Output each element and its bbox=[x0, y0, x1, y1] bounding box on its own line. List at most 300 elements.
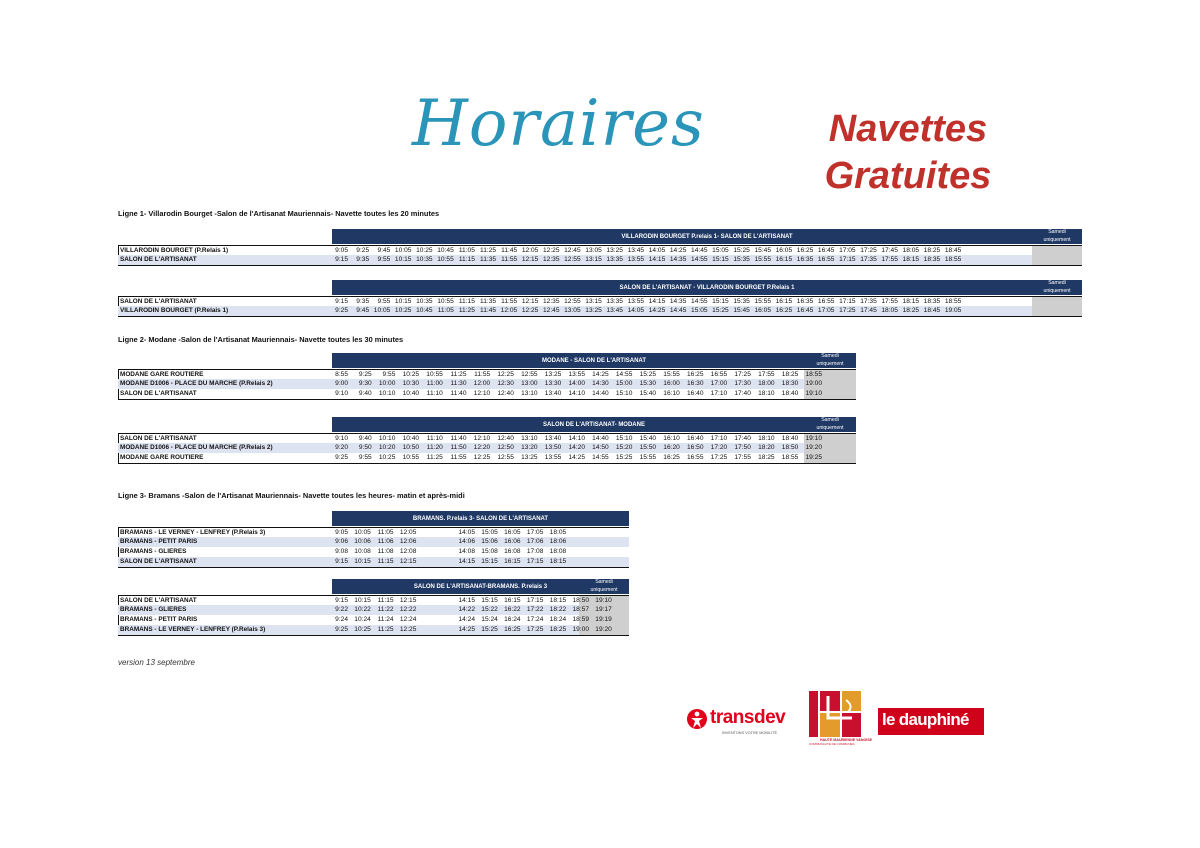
departure-time: 18:35 bbox=[923, 298, 941, 305]
departure-time: 17:25 bbox=[839, 307, 856, 314]
departure-time: 18:10 bbox=[758, 390, 775, 397]
departure-time: 17:20 bbox=[710, 444, 728, 451]
departure-time: 15:10 bbox=[615, 390, 633, 397]
departure-time: 14:15 bbox=[458, 597, 475, 604]
departure-time: 10:22 bbox=[354, 606, 371, 613]
timetable-title: SALON DE L'ARTISANAT - VILLARODIN BOURGET P.Relais 1 bbox=[619, 284, 795, 291]
departure-time: 12:00 bbox=[473, 380, 491, 387]
timetable-title: SALON DE L'ARTISANAT-BRAMANS. P.relais 3 bbox=[413, 583, 548, 590]
departure-time: 17:25 bbox=[860, 247, 877, 254]
departure-time: 13:40 bbox=[544, 435, 562, 442]
departure-time: 16:55 bbox=[817, 298, 835, 305]
departure-time: 9:15 bbox=[335, 256, 348, 263]
departure-time: 14:35 bbox=[669, 298, 687, 305]
departure-time: 19:20 bbox=[595, 626, 612, 633]
departure-time: 12:45 bbox=[564, 247, 581, 254]
departure-time: 15:35 bbox=[733, 298, 750, 305]
departure-time: 19:05 bbox=[944, 307, 962, 314]
transdev-wordmark: transdev bbox=[710, 707, 786, 728]
departure-time: 15:40 bbox=[639, 390, 657, 397]
departure-time: 12:25 bbox=[542, 247, 560, 254]
departure-time: 10:55 bbox=[426, 371, 443, 378]
table-row bbox=[118, 453, 856, 464]
timetable bbox=[118, 417, 856, 466]
departure-time: 11:55 bbox=[450, 454, 467, 461]
departure-time: 17:55 bbox=[758, 371, 775, 378]
cc-logo-label: COMMUNAUTÉ DE COMMUNES bbox=[809, 742, 855, 746]
departure-time: 11:25 bbox=[377, 626, 394, 633]
departure-time: 14:15 bbox=[648, 256, 666, 263]
departure-time: 12:25 bbox=[473, 454, 491, 461]
departure-time: 11:06 bbox=[377, 538, 394, 545]
departure-time: 9:06 bbox=[335, 538, 348, 545]
departure-time: 14:35 bbox=[669, 256, 687, 263]
saturday-only-label: Samedi uniquement bbox=[816, 417, 844, 431]
departure-time: 12:05 bbox=[399, 529, 417, 536]
departure-time: 9:24 bbox=[335, 616, 348, 623]
departure-time: 11:55 bbox=[501, 256, 518, 263]
stop-name: MODANE GARE ROUTIERE bbox=[120, 454, 204, 461]
departure-time: 12:15 bbox=[521, 256, 539, 263]
departure-time: 8:55 bbox=[335, 371, 348, 378]
departure-time: 9:25 bbox=[356, 247, 370, 254]
departure-time: 16:10 bbox=[663, 390, 680, 397]
departure-time: 9:25 bbox=[335, 307, 348, 314]
table-row bbox=[118, 255, 1082, 266]
departure-time: 18:25 bbox=[781, 371, 799, 378]
departure-time: 18:08 bbox=[549, 548, 567, 555]
departure-time: 14:30 bbox=[592, 380, 609, 387]
departure-time: 10:35 bbox=[416, 256, 433, 263]
departure-time: 17:10 bbox=[710, 435, 728, 442]
departure-time: 11:08 bbox=[377, 548, 394, 555]
departure-time: 15:45 bbox=[733, 307, 750, 314]
stop-name: BRAMANS - GLIERES bbox=[120, 548, 187, 555]
departure-time: 10:45 bbox=[416, 307, 433, 314]
departure-time: 11:05 bbox=[377, 529, 394, 536]
le-dauphine-wordmark: le dauphiné bbox=[882, 710, 969, 729]
departure-time: 12:22 bbox=[399, 606, 417, 613]
departure-time: 14:55 bbox=[592, 454, 609, 461]
stop-name: SALON DE L'ARTISANAT bbox=[120, 435, 197, 442]
departure-time: 15:15 bbox=[481, 597, 498, 604]
timetable bbox=[118, 280, 1082, 319]
departure-time: 12:06 bbox=[399, 538, 417, 545]
departure-time: 9:15 bbox=[335, 597, 348, 604]
departure-time: 9:35 bbox=[356, 298, 370, 305]
departure-time: 15:20 bbox=[615, 444, 633, 451]
departure-time: 12:45 bbox=[542, 307, 560, 314]
stop-name: VILLARODIN BOURGET (P.Relais 1) bbox=[120, 247, 229, 254]
departure-time: 17:00 bbox=[710, 380, 728, 387]
departure-time: 17:45 bbox=[881, 247, 898, 254]
departure-time: 12:35 bbox=[542, 298, 560, 305]
departure-time: 17:35 bbox=[860, 298, 877, 305]
departure-time: 18:55 bbox=[944, 298, 962, 305]
departure-time: 10:24 bbox=[354, 616, 371, 623]
departure-time: 11:15 bbox=[377, 597, 394, 604]
timetable-title: SALON DE L'ARTISANAT- MODANE bbox=[543, 421, 645, 428]
departure-time: 16:10 bbox=[663, 435, 680, 442]
timetable-header bbox=[332, 280, 1082, 295]
departure-time: 17:40 bbox=[734, 390, 751, 397]
departure-time: 12:20 bbox=[473, 444, 491, 451]
departure-time: 16:25 bbox=[775, 307, 793, 314]
departure-time: 11:24 bbox=[377, 616, 394, 623]
stop-name: BRAMANS - GLIERES bbox=[120, 606, 187, 613]
departure-time: 9:40 bbox=[358, 390, 372, 397]
departure-time: 11:20 bbox=[426, 444, 443, 451]
departure-time: 14:40 bbox=[592, 435, 609, 442]
stop-name: BRAMANS - PETIT PARIS bbox=[120, 616, 198, 623]
departure-time: 15:22 bbox=[481, 606, 498, 613]
departure-time: 18:25 bbox=[902, 307, 920, 314]
saturday-only-label: Samedi uniquement bbox=[1043, 280, 1071, 294]
departure-time: 12:30 bbox=[497, 380, 514, 387]
departure-time: 13:55 bbox=[568, 371, 585, 378]
departure-time: 13:35 bbox=[606, 256, 623, 263]
departure-time: 12:55 bbox=[564, 256, 581, 263]
departure-time: 9:15 bbox=[335, 558, 348, 565]
departure-time: 17:50 bbox=[734, 444, 751, 451]
departure-time: 14:24 bbox=[458, 616, 475, 623]
departure-time: 18:05 bbox=[881, 307, 898, 314]
departure-time: 13:15 bbox=[585, 298, 602, 305]
departure-time: 9:25 bbox=[335, 454, 348, 461]
departure-time: 11:55 bbox=[474, 371, 491, 378]
departure-time: 12:08 bbox=[399, 548, 417, 555]
departure-time: 18:55 bbox=[781, 454, 799, 461]
departure-time: 11:50 bbox=[450, 444, 467, 451]
departure-time: 16:05 bbox=[775, 247, 793, 254]
departure-time: 9:08 bbox=[335, 548, 348, 555]
subtitle-line-1: Navettes bbox=[828, 108, 988, 150]
departure-time: 14:06 bbox=[458, 538, 475, 545]
departure-time: 19:25 bbox=[805, 454, 822, 461]
departure-time: 11:40 bbox=[450, 390, 467, 397]
departure-time: 19:10 bbox=[805, 435, 822, 442]
departure-time: 11:15 bbox=[377, 558, 394, 565]
departure-time: 11:35 bbox=[480, 298, 497, 305]
departure-time: 17:25 bbox=[734, 371, 751, 378]
departure-time: 11:40 bbox=[450, 435, 467, 442]
departure-time: 10:10 bbox=[378, 435, 396, 442]
departure-time: 12:25 bbox=[521, 307, 539, 314]
departure-time: 10:20 bbox=[378, 444, 396, 451]
departure-time: 11:10 bbox=[426, 435, 443, 442]
departure-time: 11:05 bbox=[458, 247, 475, 254]
departure-time: 12:10 bbox=[473, 390, 491, 397]
departure-time: 14:15 bbox=[648, 298, 666, 305]
departure-time: 9:10 bbox=[335, 435, 348, 442]
departure-time: 9:00 bbox=[335, 380, 348, 387]
departure-time: 19:00 bbox=[805, 380, 822, 387]
departure-time: 11:25 bbox=[450, 371, 467, 378]
departure-time: 12:05 bbox=[500, 307, 518, 314]
departure-time: 18:40 bbox=[781, 435, 799, 442]
departure-time: 9:45 bbox=[377, 247, 391, 254]
departure-time: 10:45 bbox=[437, 247, 454, 254]
departure-time: 12:25 bbox=[497, 371, 514, 378]
departure-time: 12:55 bbox=[521, 371, 538, 378]
stop-name: BRAMANS - LE VERNEY - LENFREY (P.Relais 3) bbox=[120, 626, 266, 633]
departure-time: 19:00 bbox=[572, 626, 589, 633]
departure-time: 12:35 bbox=[542, 256, 560, 263]
saturday-cell-bg bbox=[1032, 255, 1082, 265]
departure-time: 15:25 bbox=[733, 247, 750, 254]
departure-time: 13:45 bbox=[606, 307, 623, 314]
departure-time: 13:25 bbox=[521, 454, 538, 461]
departure-time: 14:25 bbox=[568, 454, 585, 461]
departure-time: 16:25 bbox=[686, 371, 704, 378]
departure-time: 9:10 bbox=[335, 390, 348, 397]
departure-time: 17:15 bbox=[839, 256, 856, 263]
departure-time: 10:00 bbox=[378, 380, 396, 387]
departure-time: 10:25 bbox=[416, 247, 433, 254]
departure-time: 17:25 bbox=[526, 626, 544, 633]
departure-time: 11:15 bbox=[458, 298, 475, 305]
departure-time: 16:05 bbox=[504, 529, 521, 536]
departure-time: 13:10 bbox=[521, 390, 538, 397]
departure-time: 16:55 bbox=[686, 454, 704, 461]
departure-time: 9:55 bbox=[377, 298, 391, 305]
departure-time: 10:05 bbox=[354, 529, 371, 536]
departure-time: 11:10 bbox=[426, 390, 443, 397]
departure-time: 16:30 bbox=[686, 380, 704, 387]
departure-time: 14:10 bbox=[568, 435, 585, 442]
departure-time: 18:59 bbox=[572, 616, 589, 623]
departure-time: 9:22 bbox=[335, 606, 348, 613]
departure-time: 15:25 bbox=[639, 371, 657, 378]
departure-time: 15:24 bbox=[481, 616, 498, 623]
departure-time: 18:25 bbox=[758, 454, 775, 461]
departure-time: 12:24 bbox=[399, 616, 417, 623]
departure-time: 15:55 bbox=[663, 371, 680, 378]
departure-time: 16:00 bbox=[663, 380, 680, 387]
stop-name: SALON DE L'ARTISANAT bbox=[120, 298, 197, 305]
stop-name: SALON DE L'ARTISANAT bbox=[120, 256, 197, 263]
departure-time: 15:05 bbox=[481, 529, 498, 536]
departure-time: 18:06 bbox=[549, 538, 567, 545]
page-subtitle-navettes-gratuites bbox=[808, 106, 1008, 200]
timetable bbox=[118, 579, 629, 638]
departure-time: 10:25 bbox=[402, 371, 420, 378]
departure-time: 10:55 bbox=[437, 256, 454, 263]
departure-time: 17:30 bbox=[734, 380, 751, 387]
departure-time: 10:15 bbox=[394, 256, 412, 263]
departure-time: 11:25 bbox=[426, 454, 443, 461]
departure-time: 11:05 bbox=[437, 307, 454, 314]
transdev-tagline: INVENTONS VOTRE MOBILITÉ bbox=[722, 731, 777, 735]
departure-time: 17:45 bbox=[860, 307, 877, 314]
departure-time: 12:25 bbox=[399, 626, 417, 633]
departure-time: 14:05 bbox=[627, 307, 645, 314]
departure-time: 10:25 bbox=[378, 454, 396, 461]
departure-time: 10:55 bbox=[437, 298, 454, 305]
departure-time: 18:15 bbox=[549, 558, 567, 565]
departure-time: 14:45 bbox=[669, 307, 687, 314]
departure-time: 18:10 bbox=[758, 435, 775, 442]
departure-time: 13:45 bbox=[627, 247, 645, 254]
stop-name: MODANE D1006 - PLACE DU MARCHE (P.Relais 2) bbox=[120, 444, 273, 451]
departure-time: 11:45 bbox=[501, 247, 518, 254]
departure-time: 14:08 bbox=[458, 548, 475, 555]
departure-time: 9:25 bbox=[335, 626, 348, 633]
departure-time: 15:15 bbox=[481, 558, 498, 565]
departure-time: 17:05 bbox=[526, 529, 544, 536]
timetable-header bbox=[332, 353, 856, 368]
saturday-only-label: Samedi uniquement bbox=[590, 579, 618, 593]
departure-time: 14:40 bbox=[592, 390, 609, 397]
departure-time: 10:05 bbox=[373, 307, 391, 314]
departure-time: 9:05 bbox=[335, 529, 348, 536]
departure-time: 12:15 bbox=[399, 597, 417, 604]
departure-time: 13:05 bbox=[564, 307, 581, 314]
departure-time: 9:55 bbox=[358, 454, 372, 461]
stop-name: SALON DE L'ARTISANAT bbox=[120, 390, 197, 397]
departure-time: 15:25 bbox=[615, 454, 633, 461]
departure-time: 13:55 bbox=[544, 454, 562, 461]
departure-time: 15:55 bbox=[754, 256, 771, 263]
departure-time: 9:05 bbox=[335, 247, 348, 254]
departure-time: 9:30 bbox=[358, 380, 372, 387]
table-row bbox=[118, 389, 856, 400]
departure-time: 10:06 bbox=[354, 538, 371, 545]
departure-time: 10:55 bbox=[402, 454, 420, 461]
departure-time: 18:50 bbox=[781, 444, 799, 451]
departure-time: 9:15 bbox=[335, 298, 348, 305]
departure-time: 17:24 bbox=[526, 616, 544, 623]
table-row bbox=[118, 605, 629, 615]
departure-time: 14:22 bbox=[458, 606, 475, 613]
departure-time: 18:30 bbox=[781, 380, 799, 387]
departure-time: 16:25 bbox=[504, 626, 521, 633]
departure-time: 15:35 bbox=[733, 256, 750, 263]
departure-time: 10:15 bbox=[354, 597, 371, 604]
departure-time: 16:40 bbox=[686, 435, 704, 442]
stop-name: MODANE D1006 - PLACE DU MARCHE (P.Relais 2) bbox=[120, 380, 273, 387]
departure-time: 13:55 bbox=[627, 298, 645, 305]
departure-time: 10:25 bbox=[394, 307, 412, 314]
departure-time: 17:05 bbox=[839, 247, 856, 254]
departure-time: 17:55 bbox=[734, 454, 751, 461]
departure-time: 14:50 bbox=[592, 444, 609, 451]
departure-time: 10:10 bbox=[378, 390, 396, 397]
departure-time: 16:25 bbox=[796, 247, 814, 254]
departure-time: 12:50 bbox=[497, 444, 514, 451]
departure-time: 14:15 bbox=[458, 558, 475, 565]
departure-time: 16:45 bbox=[817, 247, 835, 254]
departure-time: 12:15 bbox=[521, 298, 539, 305]
departure-time: 18:24 bbox=[549, 616, 567, 623]
cc-logo-name: HAUTE MAURIENNE VANOISE bbox=[820, 738, 873, 742]
departure-time: 19:17 bbox=[595, 606, 612, 613]
departure-time: 19:10 bbox=[595, 597, 612, 604]
departure-time: 10:35 bbox=[416, 298, 433, 305]
departure-time: 15:55 bbox=[639, 454, 657, 461]
stop-name: SALON DE L'ARTISANAT bbox=[120, 597, 197, 604]
timetable bbox=[118, 229, 1082, 268]
departure-time: 14:20 bbox=[568, 444, 585, 451]
departure-time: 17:40 bbox=[734, 435, 751, 442]
version-note: version 13 septembre bbox=[118, 658, 195, 667]
departure-time: 10:40 bbox=[402, 435, 420, 442]
le-dauphine-logo bbox=[878, 708, 984, 735]
departure-time: 15:45 bbox=[754, 247, 771, 254]
departure-time: 13:25 bbox=[544, 371, 562, 378]
cc-haute-maurienne-logo bbox=[808, 690, 873, 748]
stop-name: MODANE GARE ROUTIERE bbox=[120, 371, 204, 378]
departure-time: 9:50 bbox=[358, 444, 372, 451]
departure-time: 15:15 bbox=[712, 298, 729, 305]
departure-time: 16:25 bbox=[663, 454, 680, 461]
departure-time: 11:45 bbox=[480, 307, 497, 314]
departure-time: 9:55 bbox=[382, 371, 396, 378]
departure-time: 10:25 bbox=[354, 626, 371, 633]
departure-time: 18:25 bbox=[549, 626, 567, 633]
departure-time: 15:00 bbox=[615, 380, 633, 387]
departure-time: 13:20 bbox=[521, 444, 538, 451]
departure-time: 10:05 bbox=[394, 247, 412, 254]
departure-time: 18:20 bbox=[758, 444, 775, 451]
departure-time: 13:00 bbox=[521, 380, 538, 387]
departure-time: 12:55 bbox=[497, 454, 514, 461]
departure-time: 14:25 bbox=[592, 371, 609, 378]
departure-time: 12:15 bbox=[399, 558, 417, 565]
departure-time: 17:22 bbox=[526, 606, 544, 613]
departure-time: 15:05 bbox=[691, 307, 708, 314]
stop-name: SALON DE L'ARTISANAT bbox=[120, 558, 197, 565]
departure-time: 18:05 bbox=[549, 529, 567, 536]
departure-time: 17:15 bbox=[526, 597, 544, 604]
departure-time: 18:25 bbox=[923, 247, 941, 254]
transdev-logo bbox=[686, 706, 794, 740]
departure-time: 11:35 bbox=[480, 256, 497, 263]
departure-time: 11:25 bbox=[480, 247, 497, 254]
departure-time: 11:55 bbox=[501, 298, 518, 305]
table-row bbox=[118, 625, 629, 636]
timetable-header bbox=[332, 579, 629, 594]
departure-time: 16:08 bbox=[504, 548, 521, 555]
table-row bbox=[118, 547, 629, 557]
departure-time: 17:35 bbox=[860, 256, 877, 263]
departure-time: 19:20 bbox=[805, 444, 822, 451]
departure-time: 16:50 bbox=[686, 444, 704, 451]
departure-time: 11:15 bbox=[458, 256, 475, 263]
departure-time: 16:15 bbox=[504, 597, 521, 604]
departure-time: 14:25 bbox=[458, 626, 475, 633]
departure-time: 16:55 bbox=[817, 256, 835, 263]
departure-time: 14:55 bbox=[691, 298, 708, 305]
departure-time: 16:35 bbox=[796, 298, 814, 305]
table-row bbox=[118, 443, 856, 453]
saturday-only-label: Samedi uniquement bbox=[816, 353, 844, 367]
departure-time: 14:25 bbox=[669, 247, 687, 254]
stop-name: BRAMANS - LE VERNEY - LENFREY (P.Relais 3) bbox=[120, 529, 266, 536]
departure-time: 18:40 bbox=[781, 390, 799, 397]
departure-time: 15:05 bbox=[712, 247, 729, 254]
departure-time: 18:50 bbox=[572, 597, 589, 604]
departure-time: 16:24 bbox=[504, 616, 521, 623]
timetable bbox=[118, 353, 856, 402]
departure-time: 11:30 bbox=[450, 380, 467, 387]
table-row bbox=[118, 379, 856, 389]
departure-time: 16:40 bbox=[686, 390, 704, 397]
departure-time: 10:50 bbox=[402, 444, 420, 451]
departure-time: 12:55 bbox=[564, 298, 581, 305]
departure-time: 16:20 bbox=[663, 444, 680, 451]
departure-time: 15:06 bbox=[481, 538, 498, 545]
